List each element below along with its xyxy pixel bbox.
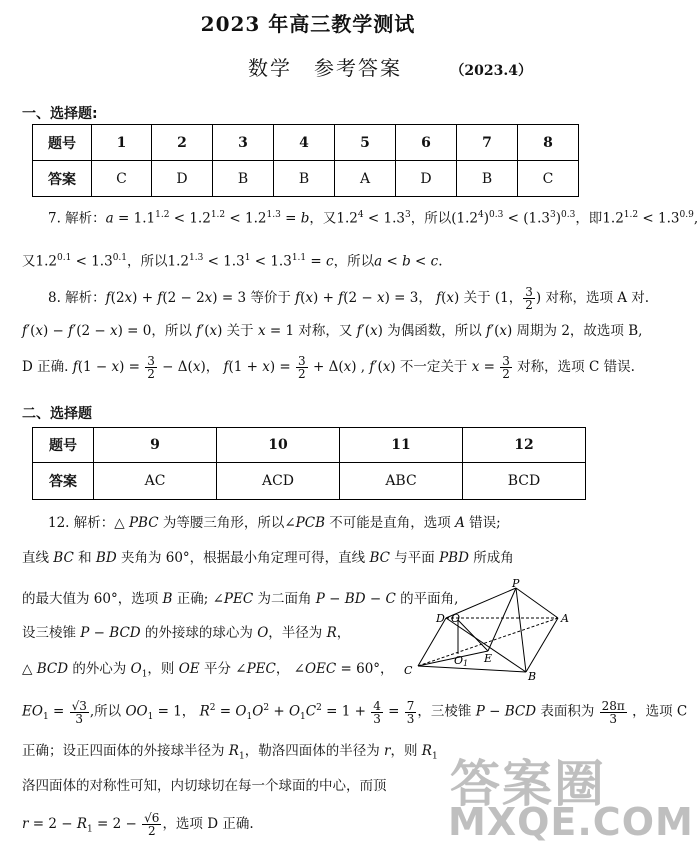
answer-cell: ACD bbox=[217, 463, 340, 500]
answer-cell: D bbox=[396, 161, 457, 197]
text: 表面积为 bbox=[540, 703, 595, 720]
text: 周期为 2，故选项 B, bbox=[516, 323, 643, 339]
answer-cell: B bbox=[457, 161, 518, 197]
q12-line2: 直线 BC 和 BD 夹角为 60°，根据最小角定理可得，直线 BC 与平面 PBD 所成角 bbox=[22, 550, 514, 566]
text: 所成角 bbox=[473, 550, 514, 566]
text: 错误; bbox=[469, 515, 501, 531]
text: ，三棱锥 bbox=[417, 703, 472, 720]
text: ，又 bbox=[309, 210, 337, 227]
q8-line2: f′(x) − f′(2 − x) = 0，所以 f′(x) 关于 x = 1 对称，又 f′(x) 为偶函数，所以 f′(x) 周期为 2，故选项 B, bbox=[22, 323, 643, 339]
page-subtitle bbox=[248, 52, 532, 81]
text: ，则 bbox=[147, 661, 175, 677]
text: ，则 bbox=[390, 743, 418, 759]
question-number: 4 bbox=[274, 125, 335, 161]
text: ,所以 bbox=[89, 703, 122, 720]
text: 关于 bbox=[226, 323, 254, 339]
q12-line6: $EO_1$ = $\frac{√3}{3}$ ,所以 $OO_1 = 1$， $R^2 = O_1O^2 + O_1C^2 = 1$ + $\frac{4}{3}$ = $\frac{7}{3}$ ，三棱锥 P − BCD 表面积为 $\frac{28\pi}{3}$ ，选项 C bbox=[22, 698, 688, 726]
text: 7. 解析： bbox=[48, 210, 106, 227]
edge-BA bbox=[526, 618, 558, 672]
text: D 正确. bbox=[22, 359, 69, 375]
q8-line1: 8. 解析：f(2x) + f(2 − 2x) = 3 等价于 f(x) + f(2 − x) = 3， f(x) 关于 (1， $\frac{3}{2}$ ) 对称，选项 A 对. bbox=[48, 285, 650, 312]
text: ，所以 bbox=[127, 253, 168, 270]
text: 平分 bbox=[203, 661, 231, 677]
label-O1: O1 bbox=[454, 654, 469, 668]
text: ，即 bbox=[575, 210, 603, 227]
answer-cell: AC bbox=[94, 463, 217, 500]
text: ，选项 D 正确. bbox=[162, 816, 254, 832]
question-number: 5 bbox=[335, 125, 396, 161]
edge-CE bbox=[418, 651, 488, 666]
question-number: 7 bbox=[457, 125, 518, 161]
text: 又 bbox=[22, 253, 36, 270]
row-label: 题号 bbox=[33, 428, 94, 463]
question-number: 12 bbox=[463, 428, 586, 463]
table-row bbox=[33, 428, 586, 463]
text: 的外接球的球心为 bbox=[144, 625, 253, 641]
segment-OE bbox=[458, 620, 488, 651]
label-C: C bbox=[404, 664, 413, 677]
text: 不一定关于 bbox=[399, 359, 468, 375]
section2-heading: 二、选择题 bbox=[22, 406, 92, 422]
question-number: 8 bbox=[518, 125, 579, 161]
text: 等价于 bbox=[250, 290, 291, 306]
question-number: 10 bbox=[217, 428, 340, 463]
answer-cell: D bbox=[152, 161, 213, 197]
label-B: B bbox=[528, 670, 537, 683]
text: 的平面角, bbox=[400, 591, 459, 607]
edge-PA bbox=[516, 588, 558, 618]
row-label: 题号 bbox=[33, 125, 92, 161]
answer-table-1 bbox=[32, 124, 579, 197]
text: 的最大值为 60°，选项 bbox=[22, 591, 159, 607]
label-P: P bbox=[512, 577, 520, 590]
text: 正确; bbox=[176, 591, 209, 607]
text: ，选项 C bbox=[632, 703, 688, 720]
answer-table-2 bbox=[32, 427, 586, 500]
row-label: 答案 bbox=[33, 463, 94, 500]
answer-cell: B bbox=[274, 161, 335, 197]
text: 为等腰三角形，所以 bbox=[162, 515, 285, 531]
watermark-logo-text: 答案圈 bbox=[450, 755, 606, 813]
text: ，所以 bbox=[333, 253, 375, 270]
question-number: 9 bbox=[94, 428, 217, 463]
label-O: O bbox=[451, 612, 461, 625]
text: 洛四面体的对称性可知，内切球切在每一个球面的中心，而顶 bbox=[22, 778, 387, 794]
answer-cell: B bbox=[213, 161, 274, 197]
label-E: E bbox=[484, 652, 493, 665]
row-label: 答案 bbox=[33, 161, 92, 197]
question-number: 6 bbox=[396, 125, 457, 161]
table-row bbox=[33, 125, 579, 161]
section1-heading: 一、选择题: bbox=[22, 106, 98, 122]
q12-line1: 12. 解析：△ PBC 为等腰三角形，所以∠PCB 不可能是直角，选项 A 错误; bbox=[48, 515, 501, 531]
text: 和 bbox=[78, 550, 92, 566]
table-row bbox=[33, 463, 586, 500]
text: 为二面角 bbox=[257, 591, 312, 607]
edge-CB bbox=[418, 666, 526, 672]
label-D: D bbox=[436, 612, 445, 625]
text: 的外心为 bbox=[72, 661, 127, 677]
edge-DC bbox=[418, 618, 446, 666]
text: 正确；设正四面体的外接球半径为 bbox=[22, 743, 225, 759]
text: 关于 bbox=[463, 290, 491, 306]
text: ，半径为 bbox=[268, 625, 323, 641]
text: 与平面 bbox=[394, 550, 435, 566]
question-number: 1 bbox=[92, 125, 152, 161]
q12-line8 bbox=[22, 776, 387, 796]
table-row bbox=[33, 161, 579, 197]
text: 12. 解析： bbox=[48, 515, 115, 531]
text: ，所以 bbox=[151, 323, 192, 339]
q12-line3: 的最大值为 60°，选项 B 正确; ∠PEC 为二面角 P − BD − C 的平面角, bbox=[22, 591, 459, 607]
q12-line4: 设三棱锥 P − BCD 的外接球的球心为 O，半径为 R， bbox=[22, 625, 351, 641]
text: ，勒洛四面体的半径为 bbox=[244, 743, 380, 759]
text: 不可能是直角，选项 bbox=[329, 515, 451, 531]
q7-line2: 又$1.2^{0.1} < 1.3^{0.1}$，所以$1.2^{1.3} < 1.3^1 < 1.3^{1.1} = c$，所以a < b < c. bbox=[22, 253, 443, 270]
text: ，所以 bbox=[410, 210, 452, 227]
text: 对称，选项 C 错误. bbox=[517, 359, 635, 375]
watermark-site-text: MXQE.COM bbox=[448, 800, 694, 844]
answer-cell: C bbox=[518, 161, 579, 197]
subtitle-text: 数学 参考答案 bbox=[248, 56, 402, 80]
q12-line9: $r = 2 - R_1 = 2$ − $\frac{√6}{2}$ ，选项 D 正确. bbox=[22, 811, 254, 838]
page-title: 2023 年高三教学测试 bbox=[200, 12, 416, 36]
answer-cell: ABC bbox=[340, 463, 463, 500]
question-number: 2 bbox=[152, 125, 213, 161]
exam-date: （2023.4） bbox=[450, 63, 532, 79]
question-number: 3 bbox=[213, 125, 274, 161]
question-number: 11 bbox=[340, 428, 463, 463]
text: 设三棱锥 bbox=[22, 625, 76, 641]
tetrahedron-figure bbox=[398, 578, 574, 682]
q7-line1: 7. 解析：$a = 1.1^{1.2} < 1.2^{1.2} < 1.2^{1.3} = b$，又$1.2^4 < 1.3^3$，所以$(1.2^4)^{0.3} < (1.3^3)^{0.3}$，即$1.2^{1.2} < 1.3^{0.9}$, bbox=[48, 210, 698, 227]
text: 夹角为 60°，根据最小角定理可得，直线 bbox=[120, 550, 366, 566]
label-A: A bbox=[561, 612, 569, 625]
answer-cell: C bbox=[92, 161, 152, 197]
text: 对称，又 bbox=[298, 323, 353, 339]
text: 为偶函数，所以 bbox=[387, 323, 482, 339]
text: 直线 bbox=[22, 550, 49, 566]
edge-PE bbox=[488, 588, 516, 651]
text: 对称，选项 A 对. bbox=[545, 290, 650, 306]
text: 8. 解析： bbox=[48, 290, 106, 306]
answer-cell: A bbox=[335, 161, 396, 197]
q12-line7: 正确；设正四面体的外接球半径为 $R_1$，勒洛四面体的半径为 r，则 $R_1$ bbox=[22, 743, 438, 762]
q12-line5: △ BCD 的外心为 $O_1$，则 OE 平分 ∠PEC， ∠OEC = 60°， bbox=[22, 661, 394, 680]
answer-cell: BCD bbox=[463, 463, 586, 500]
q8-line3: D 正确. f(1 − x) = $\frac{3}{2}$ − Δ(x)， f(1 + x) = $\frac{3}{2}$ + Δ(x) , f′(x) 不一定关于 x = $\frac{3}{2}$ 对称，选项 C 错误. bbox=[22, 354, 635, 381]
